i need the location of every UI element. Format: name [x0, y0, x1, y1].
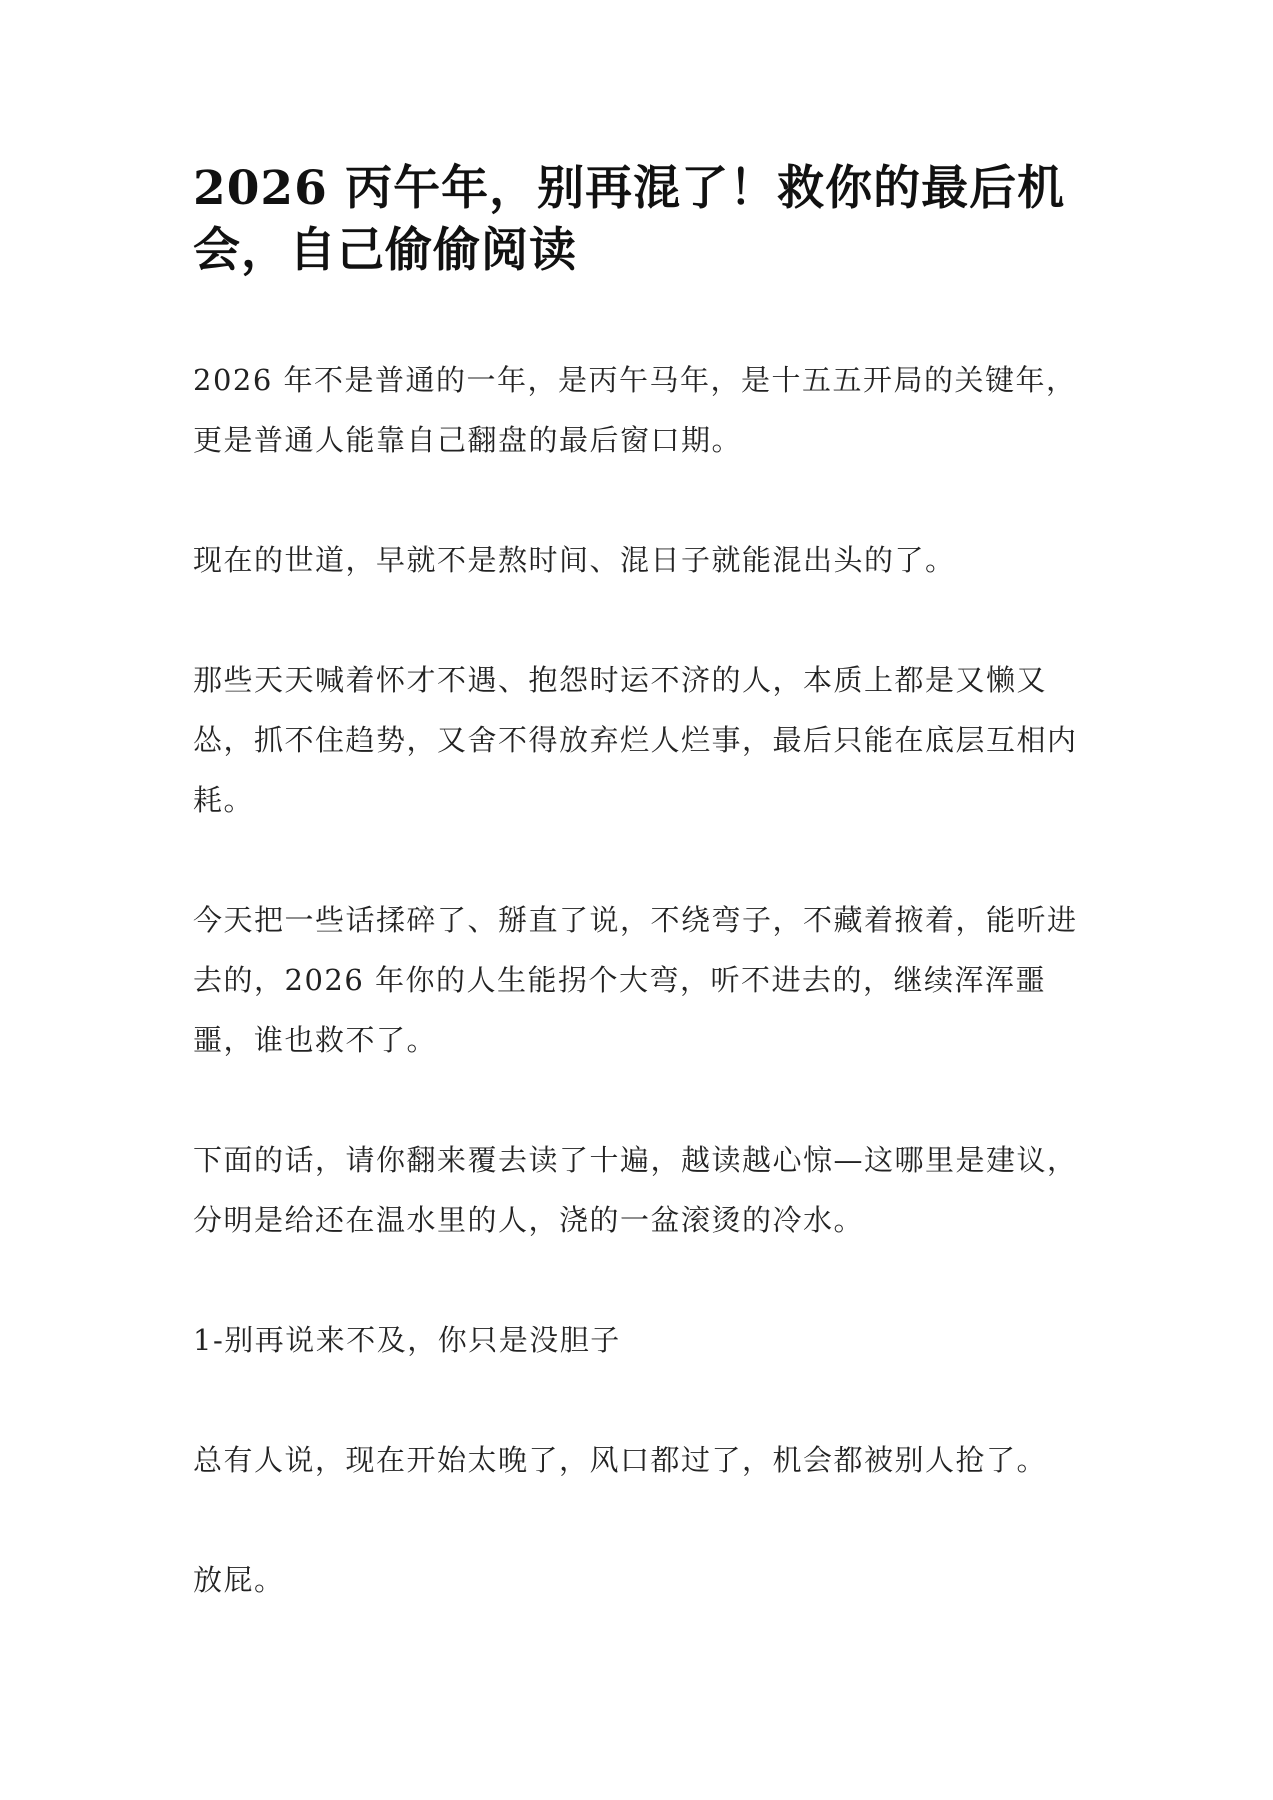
section-heading: 1-别再说来不及，你只是没胆子 [193, 1323, 621, 1357]
paragraph: 总有人说，现在开始太晚了，风口都过了，机会都被别人抢了。 [193, 1443, 1048, 1477]
article-body [193, 350, 1085, 1610]
article-title: 2026 丙午年，别再混了！救你的最后机会，自己偷偷阅读 [193, 161, 1066, 278]
paragraph: 今天把一些话揉碎了、掰直了说，不绕弯子，不藏着掖着，能听进去的，2026 年你的人生能拐个大弯，听不进去的，继续浑浑噩噩，谁也救不了。 [193, 903, 1078, 1057]
paragraph: 2026 年不是普通的一年，是丙午马年，是十五五开局的关键年，更是普通人能靠自己翻盘的最后窗口期。 [193, 363, 1077, 457]
article-content [193, 158, 1085, 1670]
paragraph: 那些天天喊着怀才不遇、抱怨时运不济的人，本质上都是又懒又怂，抓不住趋势，又舍不得放弃烂人烂事，最后只能在底层互相内耗。 [193, 663, 1078, 817]
paragraph: 下面的话，请你翻来覆去读了十遍，越读越心惊—这哪里是建议，分明是给还在温水里的人，浇的一盆滚烫的冷水。 [193, 1143, 1078, 1237]
paragraph: 放屁。 [193, 1563, 285, 1597]
paragraph: 现在的世道，早就不是熬时间、混日子就能混出头的了。 [193, 543, 956, 577]
